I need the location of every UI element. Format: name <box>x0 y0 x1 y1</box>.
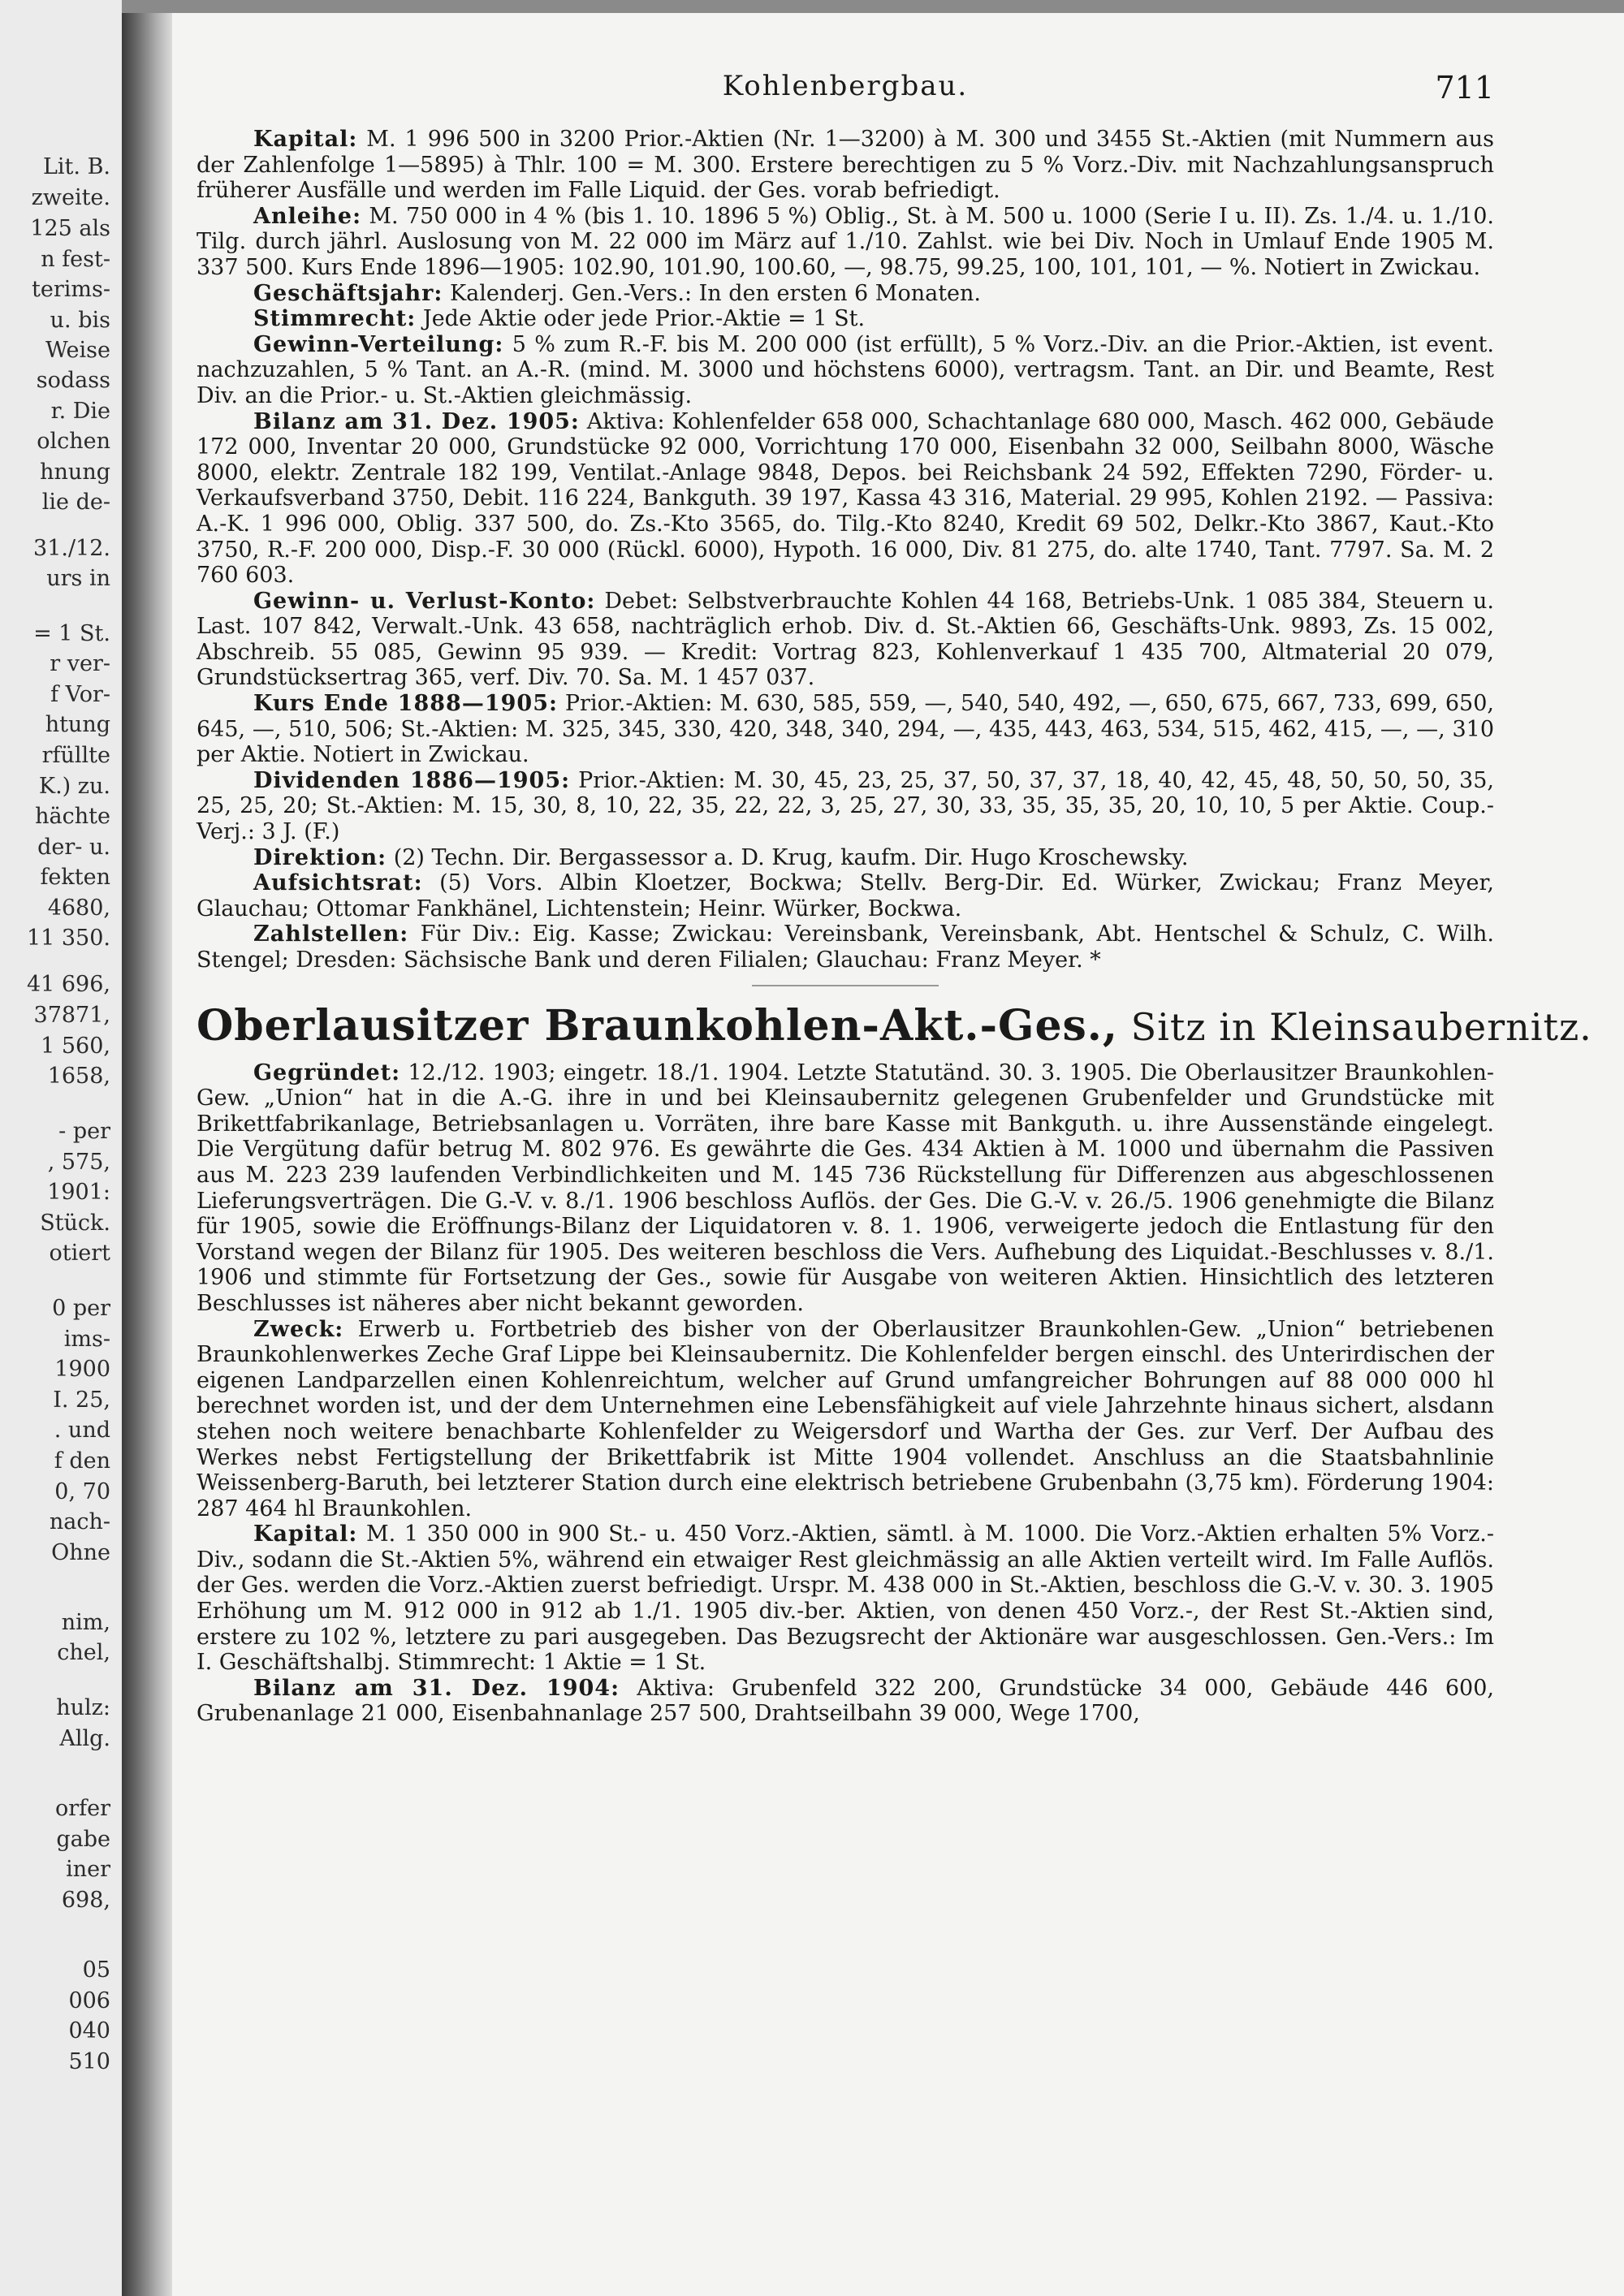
prev-page-fragment: Allg. <box>59 1726 110 1751</box>
prev-page-fragment: zweite. <box>31 185 110 210</box>
page-number: 711 <box>1435 70 1494 106</box>
prev-page-fragment: 1658, <box>47 1064 110 1089</box>
prev-page-fragment: htung <box>45 712 110 737</box>
section-bilanz: Bilanz am 31. Dez. 1905: Aktiva: Kohlenfelder 658 000, Schachtanlage 680 000, Masch. 462 000, Gebäude 172 000, Inventar 20 000, Grundstücke 92 000, Vorrichtung 170 000, Eisenbahn 32 000, Seilbahn 8000, Wäsche 8000, elektr. Zentrale 182 199, Ventilat.-Anlage 9848, Depos. bei Reichsbank 24 592, Effekten 7290, Förder- u. Verkaufsverband 3750, Debit. 116 224, Bankguth. 39 197, Kassa 43 316, Material. 29 995, Kohlen 2192. — Passiva: A.-K. 1 996 000, Oblig. 337 500, do. Zs.-Kto 3565, do. Tilg.-Kto 8240, Kredit 69 502, Delkr.-Kto 3867, Kaut.-Kto 3750, R.-F. 200 000, Disp.-F. 30 000 (Rückl. 6000), Hypoth. 16 000, Div. 81 275, do. alte 1740, Tant. 7797. Sa. M. 2 760 603. <box>197 408 1494 589</box>
prev-page-fragment: chel, <box>57 1640 110 1665</box>
section-stimmrecht: Stimmrecht: Jede Aktie oder jede Prior.-Aktie = 1 St. <box>253 306 866 332</box>
prev-page-fragment: olchen <box>37 429 110 454</box>
prev-page-fragment: gabe <box>56 1827 110 1852</box>
prev-page-fragment: hulz: <box>56 1695 110 1720</box>
prev-page-fragment: 1900 <box>54 1357 110 1382</box>
prev-page-fragment: 0, 70 <box>54 1479 110 1504</box>
entry-second-company <box>197 999 1592 1727</box>
prev-page-fragment: fekten <box>40 865 110 890</box>
prev-page-fragment: 006 <box>68 1988 110 2013</box>
section-bilanz-2: Bilanz am 31. Dez. 1904: Aktiva: Grubenfeld 322 200, Grundstücke 34 000, Gebäude 446 600, Grubenanlage 21 000, Eisenbahnanlage 257 500, Drahtseilbahn 39 000, Wege 1700, <box>197 1675 1494 1727</box>
section-dividenden: Dividenden 1886—1905: Prior.-Aktien: M. 30, 45, 23, 25, 37, 50, 37, 37, 18, 40, 42, 45, 48, 50, 50, 50, 35, 25, 25, 20; St.-Aktien: M. 15, 30, 8, 10, 22, 35, 22, 22, 3, 25, 27, 30, 33, 35, 35, 35, 20, 10, 10, 5 per Aktie. Coup.-Verj.: 3 J. (F.) <box>197 767 1494 845</box>
section-direktion: Direktion: (2) Techn. Dir. Bergassessor a. D. Krug, kaufm. Dir. Hugo Kroschewsky. <box>253 844 1189 870</box>
prev-page-fragment: ims- <box>63 1327 110 1352</box>
prev-page-fragment: 41 696, <box>26 972 110 997</box>
prev-page-fragment: 698, <box>61 1888 110 1913</box>
prev-page-fragment: , 575, <box>47 1150 110 1175</box>
prev-page-fragment: - per <box>58 1119 110 1144</box>
prev-page-fragment: . und <box>54 1418 110 1443</box>
prev-page-fragment: 4680, <box>47 896 110 921</box>
page-content <box>197 70 1592 1727</box>
prev-page-fragment: I. 25, <box>53 1388 110 1413</box>
page-header <box>197 70 1494 127</box>
scan-top-edge <box>122 0 1624 13</box>
section-gegruendet: Gegründet: 12./12. 1903; eingetr. 18./1. 1904. Letzte Statutänd. 30. 3. 1905. Die Oberlausitzer Braunkohlen-Gew. „Union“ hat in die A.-G. ihre in und bei Kleinsaubernitz gelegenen Grubenfelder und Grundstücke mit Brikettfabrikanlage, Betriebsanlagen u. Vorräten, ihre bare Kasse mit Bankguth. u. ihre Aussenstände eingelegt. Die Vergütung dafür betrug M. 802 976. Es gewährte die Ges. 434 Aktien à M. 1000 und übernahm die Passiven aus M. 223 239 laufenden Verbindlichkeiten und M. 145 736 Rückstellung für Differenzen aus abgeschlossenen Lieferungsverträgen. Die G.-V. v. 8./1. 1906 beschloss Auflös. der Ges. Die G.-V. v. 26./5. 1906 genehmigte die Bilanz für 1905, sowie die Eröffnungs-Bilanz der Liquidatoren v. 8. 1. 1906, verweigerte jedoch die Entlastung für den Vorstand wegen der Bilanz für 1905. Des weiteren beschloss die Vers. Aufhebung des Liquidat.-Beschlusses v. 8./1. 1906 und stimmte für Fortsetzung der Ges., sowie für Ausgabe von weiteren Aktien. Hinsichtlich des letzteren Beschlusses ist näheres aber nicht bekannt geworden. <box>197 1060 1494 1316</box>
book-gutter <box>122 0 172 2296</box>
prev-page-fragment: 125 als <box>30 216 110 241</box>
prev-page-fragment: 1 560, <box>41 1034 110 1059</box>
prev-page-fragment: 11 350. <box>26 926 110 951</box>
section-zweck: Zweck: Erwerb u. Fortbetrieb des bisher von der Oberlausitzer Braunkohlen-Gew. „Union“ betriebenen Braunkohlenwerkes Zeche Graf Lippe bei Kleinsaubernitz. Die Kohlenfelder bergen einschl. des Unterirdischen der eigenen Landparzellen einen Kohlenreichtum, welcher auf Grund umfangreicher Bohrungen auf 88 000 000 hl berechnet worden ist, und der dem Unternehmen eine Lebensfähigkeit auf viele Jahrzehnte hinaus sichert, alsdann stehen noch weitere benachbarte Kohlenfelder zu Weigersdorf und Wartha der Ges. zur Verf. Der Aufbau des Werkes nebst Fertigstellung der Brikettfabrik ist Mitte 1904 vollendet. Anschluss an die Staatsbahnlinie Weissenberg-Baruth, bei letzterer Station durch eine elektrisch betriebene Grubenbahn (3,75 km). Förderung 1904: 287 464 hl Braunkohlen. <box>197 1316 1494 1521</box>
prev-page-fragment: hächte <box>35 804 110 829</box>
prev-page-fragment: 1901: <box>47 1180 110 1205</box>
prev-page-fragment: iner <box>66 1857 110 1882</box>
prev-page-fragment: 040 <box>68 2018 110 2044</box>
previous-page-edge <box>0 0 122 2296</box>
prev-page-fragment: = 1 St. <box>33 621 110 646</box>
prev-page-fragment: f den <box>54 1448 110 1474</box>
prev-page-fragment: u. bis <box>50 308 110 333</box>
prev-page-fragment: orfer <box>54 1796 110 1821</box>
prev-page-fragment: Ohne <box>51 1540 110 1565</box>
prev-page-fragment: 510 <box>68 2049 110 2074</box>
prev-page-fragment: der- u. <box>37 835 110 860</box>
prev-page-fragment: K.) zu. <box>38 774 110 799</box>
prev-page-fragment: r. Die <box>50 399 110 424</box>
page <box>172 13 1624 2296</box>
prev-page-fragment: rfüllte <box>41 743 110 768</box>
company-title <box>197 999 1592 1054</box>
prev-page-fragment: hnung <box>40 460 110 485</box>
prev-page-fragment: Stück. <box>40 1211 110 1236</box>
prev-page-fragment: urs in <box>46 566 110 591</box>
section-gewinn-verteilung: Gewinn-Verteilung: 5 % zum R.-F. bis M. 200 000 (ist erfüllt), 5 % Vorz.-Div. an die Prior.-Aktien, ist event. nachzuzahlen, 5 % Tant. an A.-R. (mind. M. 3000 und höchstens 6000), vertragsm. Tant. an Dir. und Beamte, Rest Div. an die Prior.- u. St.-Aktien gleichmässig. <box>197 331 1494 408</box>
section-aufsichtsrat: Aufsichtsrat: (5) Vors. Albin Kloetzer, Bockwa; Stellv. Berg-Dir. Ed. Würker, Zwickau; Franz Meyer, Glauchau; Ottomar Fankhänel, Lichtenstein; Heinr. Würker, Bockwa. <box>197 870 1494 921</box>
prev-page-fragment: sodass <box>36 368 110 393</box>
section-zahlstellen: Zahlstellen: Für Div.: Eig. Kasse; Zwickau: Vereinsbank, Vereinsbank, Abt. Hentschel & Schulz, C. Wilh. Stengel; Dresden: Sächsische Bank und deren Filialen; Glauchau: Franz Meyer. * <box>197 921 1494 973</box>
prev-page-fragment: Lit. B. <box>42 154 110 179</box>
prev-page-fragment: nach- <box>49 1509 110 1534</box>
company-name: Oberlausitzer Braunkohlen-Akt.-Ges., <box>197 1000 1119 1051</box>
prev-page-fragment: r ver- <box>50 651 110 676</box>
section-geschaeftsjahr: Geschäftsjahr: Kalenderj. Gen.-Vers.: In den ersten 6 Monaten. <box>253 280 981 306</box>
prev-page-fragment: 31./12. <box>33 536 110 561</box>
section-kapital-2: Kapital: M. 1 350 000 in 900 St.- u. 450 Vorz.-Aktien, sämtl. à M. 1000. Die Vorz.-Aktien erhalten 5% Vorz.-Div., sodann die St.-Aktien 5%, während ein etwaiger Rest gleichmässig an alle Aktien verteilt wird. Im Falle Auflös. der Ges. werden die Vorz.-Aktien zuerst befriedigt. Urspr. M. 438 000 in St.-Aktien, beschloss die G.-V. v. 30. 3. 1905 Erhöhung um M. 912 000 in 912 ab 1./1. 1905 div.-ber. Aktien, von denen 450 Vorz.-, der Rest St.-Aktien sind, erstere zu 102 %, letztere zu pari ausgegeben. Das Bezugsrecht der Aktionäre war ausgeschlossen. Gen.-Vers.: Im I. Geschäftshalbj. Stimmrecht: 1 Aktie = 1 St. <box>197 1521 1494 1676</box>
entry-first-company <box>197 127 1494 973</box>
company-seat: Sitz in Kleinsaubernitz. <box>1118 1004 1592 1049</box>
prev-page-fragment: 37871, <box>33 1003 110 1028</box>
prev-page-fragment: terims- <box>32 277 110 302</box>
prev-page-fragment: 0 per <box>52 1296 110 1321</box>
prev-page-fragment: f Vor- <box>50 682 110 707</box>
section-kurs: Kurs Ende 1888—1905: Prior.-Aktien: M. 630, 585, 559, —, 540, 540, 492, —, 650, 675, 667, 733, 699, 650, 645, —, 510, 506; St.-Aktien: M. 325, 345, 330, 420, 348, 340, 294, —, 435, 443, 463, 534, 515, 462, 415, —, —, 310 per Aktie. Notiert in Zwickau. <box>197 691 1494 768</box>
prev-page-fragment: nim, <box>61 1610 110 1635</box>
prev-page-fragment: 05 <box>82 1957 110 1983</box>
running-title: Kohlenbergbau. <box>722 70 969 102</box>
prev-page-fragment: Weise <box>45 338 110 363</box>
prev-page-fragment: otiert <box>49 1241 110 1266</box>
prev-page-fragment: n fest- <box>41 247 110 272</box>
section-anleihe: Anleihe: M. 750 000 in 4 % (bis 1. 10. 1896 5 %) Oblig., St. à M. 500 u. 1000 (Serie I u. II). Zs. 1./4. u. 1./10. Tilg. durch jährl. Auslosung von M. 22 000 im März auf 1./10. Zahlst. wie bei Div. Noch in Umlauf Ende 1905 M. 337 500. Kurs Ende 1896—1905: 102.90, 101.90, 100.60, —, 98.75, 99.25, 100, 101, 101, — %. Notiert in Zwickau. <box>197 203 1494 280</box>
section-gewinn-verlust: Gewinn- u. Verlust-Konto: Debet: Selbstverbrauchte Kohlen 44 168, Betriebs-Unk. 1 085 384, Steuern u. Last. 107 842, Verwalt.-Unk. 43 658, nachträglich erhob. Div. d. St.-Aktien 66, Geschäfts-Unk. 9893, Zs. 15 002, Abschreib. 55 085, Gewinn 95 939. — Kredit: Vortrag 823, Kohlenverkauf 1 435 700, Altmaterial 20 079, Grundstücksertrag 365, verf. Div. 70. Sa. M. 1 457 037. <box>197 588 1494 691</box>
section-kapital: Kapital: M. 1 996 500 in 3200 Prior.-Aktien (Nr. 1—3200) à M. 300 und 3455 St.-Aktien (mit Nummern aus der Zahlenfolge 1—5895) à Thlr. 100 = M. 300. Erstere berechtigen zu 5 % Vorz.-Div. mit Nachzahlungsanspruch früherer Ausfälle und werden im Falle Liquid. der Ges. vorab befriedigt. <box>197 127 1494 204</box>
prev-page-fragment: lie de- <box>41 490 110 515</box>
entry-separator <box>752 985 939 986</box>
